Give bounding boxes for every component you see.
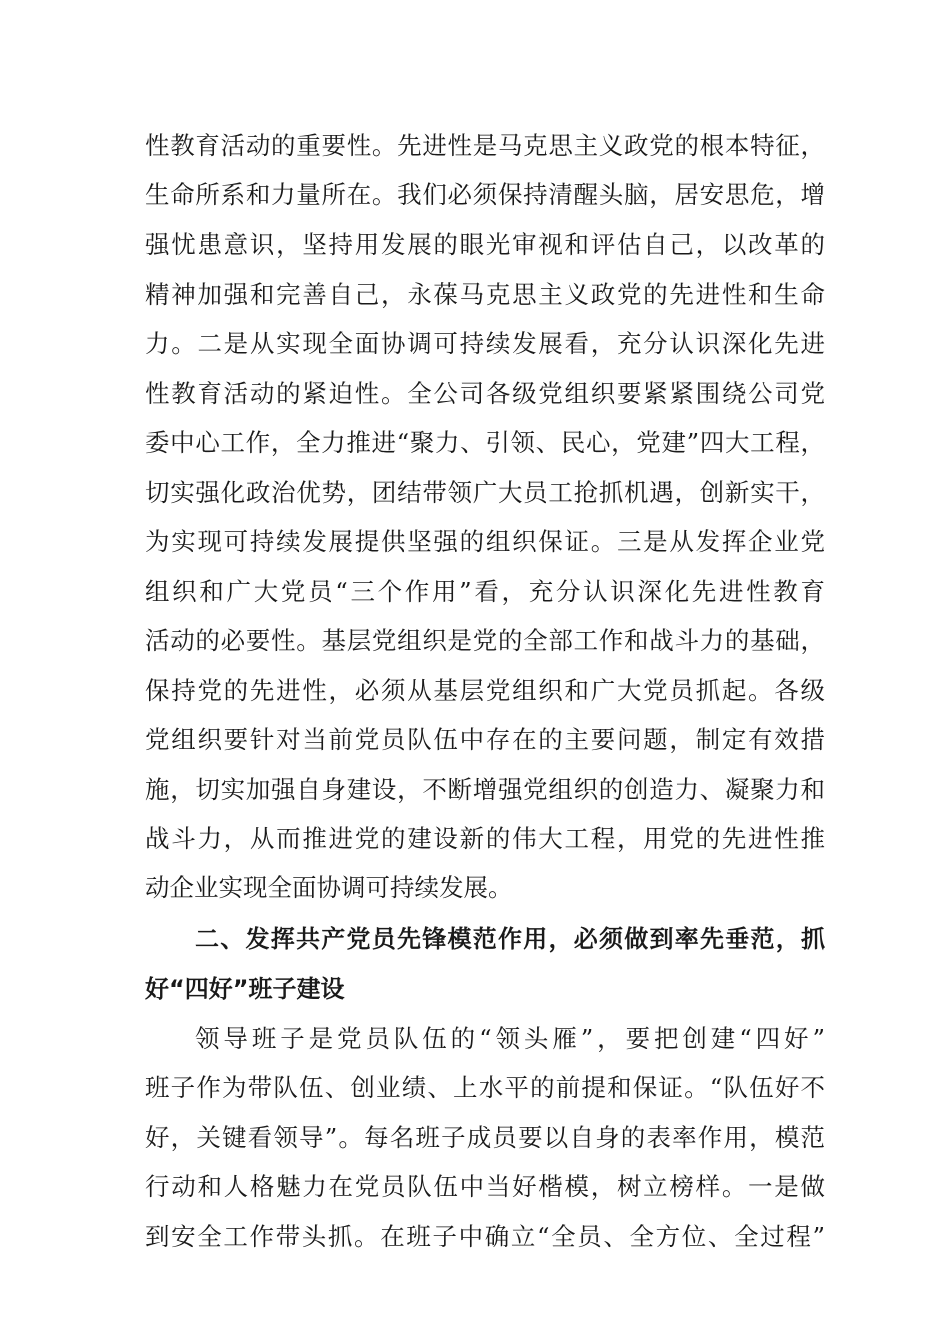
- body-text-line: 到安全工作带头抓。在班子中确立“全员、全方位、全过程”: [145, 1222, 825, 1251]
- body-text-line: 活动的必要性。基层党组织是党的全部工作和战斗力的基础，: [145, 626, 825, 655]
- section-heading-line: 二、发挥共产党员先锋模范作用，必须做到率先垂范，抓: [195, 925, 825, 953]
- body-text-line: 力。二是从实现全面协调可持续发展看，充分认识深化先进: [145, 329, 825, 358]
- body-text-line: 组织和广大党员“三个作用”看，充分认识深化先进性教育: [145, 577, 825, 606]
- body-text-line: 保持党的先进性，必须从基层党组织和广大党员抓起。各级: [145, 676, 825, 705]
- body-text-line: 强忧患意识，坚持用发展的眼光审视和评估自己，以改革的: [145, 230, 825, 259]
- body-text-line: 班子作为带队伍、创业绩、上水平的前提和保证。“队伍好不: [145, 1073, 825, 1102]
- body-text-line: 精神加强和完善自己，永葆马克思主义政党的先进性和生命: [145, 280, 825, 309]
- body-text-line: 性教育活动的紧迫性。全公司各级党组织要紧紧围绕公司党: [145, 379, 825, 408]
- body-text-line: 动企业实现全面协调可持续发展。: [145, 873, 513, 902]
- body-text-line: 战斗力，从而推进党的建设新的伟大工程，用党的先进性推: [145, 824, 825, 853]
- body-text-line: 领导班子是党员队伍的“领头雁”，要把创建“四好”: [195, 1024, 825, 1053]
- body-text-line: 生命所系和力量所在。我们必须保持清醒头脑，居安思危，增: [145, 180, 825, 209]
- section-heading-line: 好“四好”班子建设: [145, 975, 345, 1003]
- body-text-line: 党组织要针对当前党员队伍中存在的主要问题，制定有效措: [145, 725, 825, 754]
- body-text-line: 切实强化政治优势，团结带领广大员工抢抓机遇，创新实干，: [145, 478, 825, 507]
- body-text-line: 性教育活动的重要性。先进性是马克思主义政党的根本特征，: [145, 131, 825, 160]
- body-text-line: 委中心工作，全力推进“聚力、引领、民心，党建”四大工程，: [145, 428, 825, 457]
- body-text-line: 为实现可持续发展提供坚强的组织保证。三是从发挥企业党: [145, 527, 825, 556]
- body-text-line: 行动和人格魅力在党员队伍中当好楷模，树立榜样。一是做: [145, 1172, 825, 1201]
- body-text-line: 施，切实加强自身建设，不断增强党组织的创造力、凝聚力和: [145, 775, 825, 804]
- body-text-line: 好，关键看领导”。每名班子成员要以自身的表率作用，模范: [145, 1123, 825, 1152]
